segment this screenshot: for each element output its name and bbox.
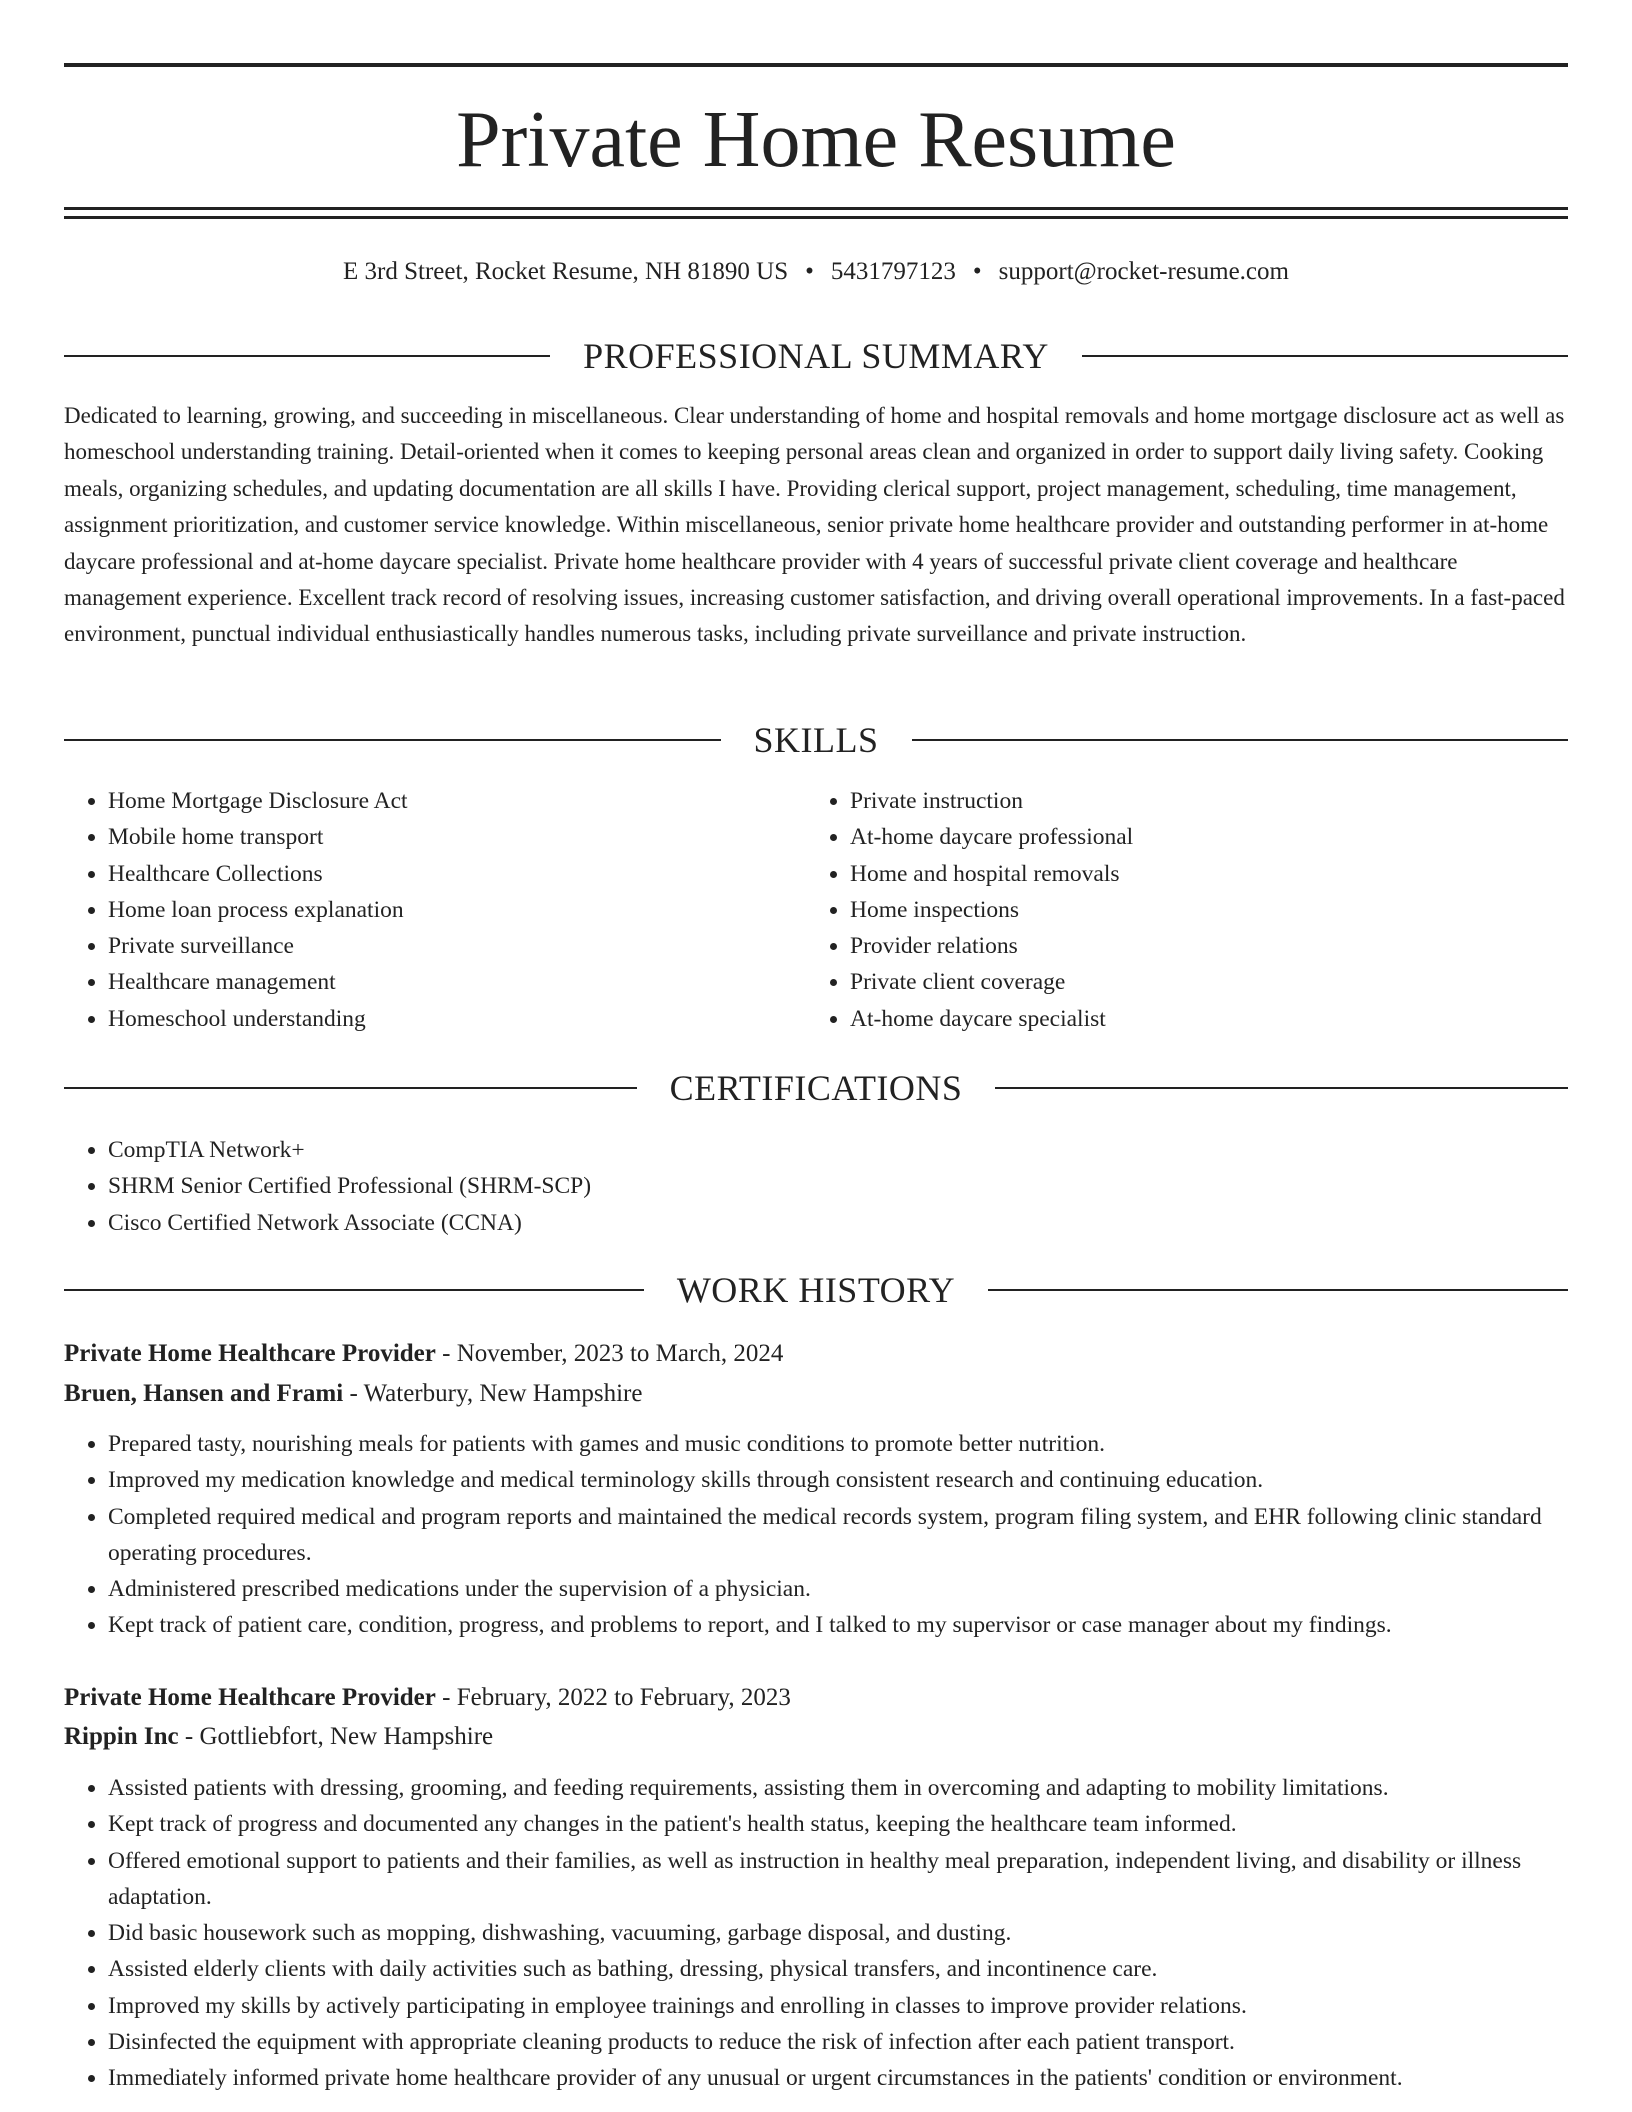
certifications-section-heading bbox=[64, 1066, 1568, 1110]
job-bullet: • Assisted elderly clients with daily activities such as bathing, dressing, physical transfers, and incontinence care. bbox=[108, 1951, 1568, 1987]
resume-title: Private Home Resume bbox=[456, 96, 1176, 184]
title-rule-lower bbox=[64, 216, 1568, 219]
heading-rule-left bbox=[64, 1087, 637, 1089]
summary-text: Dedicated to learning, growing, and succeeding in miscellaneous. Clear understanding of home and hospital removals and home mortgage disclosure act as well as homeschool understanding training. Detail-oriented when it comes to keeping personal areas clean and organized in order to support daily living safety. Cooking meals, organizing schedules, and updating documentation are all skills I have. Providing clerical support, project management, scheduling, time management, assignment prioritization, and customer service knowledge. Within miscellaneous, senior private home healthcare provider and outstanding performer in at-home daycare professional and at-home daycare specialist. Private home healthcare provider with 4 years of successful private client coverage and healthcare management experience. Excellent track record of resolving issues, increasing customer satisfaction, and driving overall operational improvements. In a fast-paced environment, punctual individual enthusiastically handles numerous tasks, including private surveillance and private instruction. bbox=[64, 403, 1565, 647]
skills-heading-label: SKILLS bbox=[753, 720, 879, 760]
job-dates: - February, 2022 to February, 2023 bbox=[435, 1684, 791, 1711]
contact-separator: • bbox=[805, 258, 814, 285]
job-company: Rippin Inc bbox=[64, 1723, 179, 1750]
job-location: - Gottliebfort, New Hampshire bbox=[178, 1723, 494, 1750]
job-bullet: • Kept track of patient care, condition, progress, and problems to report, and I talked to my supervisor or case manager about my findings. bbox=[108, 1607, 1568, 1643]
title-rule-upper bbox=[64, 207, 1568, 210]
heading-rule-left bbox=[64, 739, 721, 741]
job-title: Private Home Healthcare Provider bbox=[64, 1340, 436, 1367]
skills-list-right bbox=[806, 783, 1550, 1037]
certifications-heading-label: CERTIFICATIONS bbox=[669, 1068, 963, 1108]
skill-item: • At-home daycare professional bbox=[850, 819, 1550, 855]
skills-section-heading bbox=[64, 718, 1568, 762]
skill-item: • Home loan process explanation bbox=[108, 892, 808, 928]
contact-address: E 3rd Street, Rocket Resume, NH 81890 US bbox=[343, 258, 789, 285]
skill-item: • Provider relations bbox=[850, 928, 1550, 964]
skill-item: • Healthcare Collections bbox=[108, 856, 808, 892]
job-bullets bbox=[64, 1770, 1568, 2097]
skill-item: • Private surveillance bbox=[108, 928, 808, 964]
skill-item: • Private instruction bbox=[850, 783, 1550, 819]
heading-rule-right bbox=[995, 1087, 1568, 1089]
skill-item: • Home Mortgage Disclosure Act bbox=[108, 783, 808, 819]
certification-item: • SHRM Senior Certified Professional (SHRM-SCP) bbox=[108, 1168, 1568, 1204]
job-bullet: • Improved my medication knowledge and medical terminology skills through consistent research and continuing education. bbox=[108, 1462, 1568, 1498]
job-bullet: • Kept track of progress and documented any changes in the patient's health status, keeping the healthcare team informed. bbox=[108, 1806, 1568, 1842]
skill-item: • Homeschool understanding bbox=[108, 1001, 808, 1037]
job-bullet: • Disinfected the equipment with appropriate cleaning products to reduce the risk of infection after each patient transport. bbox=[108, 2024, 1568, 2060]
summary-heading-label: PROFESSIONAL SUMMARY bbox=[583, 336, 1049, 376]
certification-item: • CompTIA Network+ bbox=[108, 1132, 1568, 1168]
work-heading-label: WORK HISTORY bbox=[676, 1270, 956, 1310]
heading-rule-right bbox=[988, 1289, 1568, 1291]
job-bullet: • Completed required medical and program reports and maintained the medical records system, program filing system, and EHR following clinic standard operating procedures. bbox=[108, 1499, 1568, 1572]
contact-phone: 5431797123 bbox=[830, 258, 956, 285]
skill-item: • Private client coverage bbox=[850, 964, 1550, 1000]
heading-rule-right bbox=[1082, 355, 1568, 357]
skill-item: • Mobile home transport bbox=[108, 819, 808, 855]
heading-rule-left bbox=[64, 1289, 644, 1291]
job-title: Private Home Healthcare Provider bbox=[64, 1684, 436, 1711]
job-title-line bbox=[64, 1335, 1568, 1373]
summary-section-heading bbox=[64, 334, 1568, 378]
contact-line bbox=[64, 254, 1568, 290]
skill-item: • Home and hospital removals bbox=[850, 856, 1550, 892]
job-company-line bbox=[64, 1375, 1568, 1413]
job-dates: - November, 2023 to March, 2024 bbox=[435, 1340, 784, 1367]
job-bullet: • Immediately informed private home healthcare provider of any unusual or urgent circumstances in the patients' condition or environment. bbox=[108, 2060, 1568, 2096]
skills-list-left bbox=[64, 783, 808, 1037]
certifications-list bbox=[64, 1132, 1568, 1241]
contact-separator: • bbox=[972, 258, 982, 285]
job-bullet: • Assisted patients with dressing, grooming, and feeding requirements, assisting them in overcoming and adapting to mobility limitations. bbox=[108, 1770, 1568, 1806]
job-bullet: • Improved my skills by actively participating in employee trainings and enrolling in classes to improve provider relations. bbox=[108, 1988, 1568, 2024]
skill-item: • Healthcare management bbox=[108, 964, 808, 1000]
job-title-line bbox=[64, 1679, 1568, 1717]
job-bullet: • Offered emotional support to patients and their families, as well as instruction in healthy meal preparation, independent living, and disability or illness adaptation. bbox=[108, 1843, 1568, 1916]
job-company: Bruen, Hansen and Frami bbox=[64, 1380, 344, 1407]
job-location: - Waterbury, New Hampshire bbox=[343, 1380, 643, 1407]
job-bullet: • Did basic housework such as mopping, dishwashing, vacuuming, garbage disposal, and dusting. bbox=[108, 1915, 1568, 1951]
certification-item: • Cisco Certified Network Associate (CCNA) bbox=[108, 1205, 1568, 1241]
contact-email: support@rocket-resume.com bbox=[998, 258, 1289, 285]
job-bullets bbox=[64, 1426, 1568, 1644]
heading-rule-right bbox=[912, 739, 1569, 741]
skill-item: • Home inspections bbox=[850, 892, 1550, 928]
work-section-heading bbox=[64, 1268, 1568, 1312]
job-company-line bbox=[64, 1718, 1568, 1756]
top-rule bbox=[64, 63, 1568, 67]
job-bullet: • Administered prescribed medications under the supervision of a physician. bbox=[108, 1571, 1568, 1607]
job-bullet: • Prepared tasty, nourishing meals for patients with games and music conditions to promote better nutrition. bbox=[108, 1426, 1568, 1462]
skill-item: • At-home daycare specialist bbox=[850, 1001, 1550, 1037]
heading-rule-left bbox=[64, 355, 550, 357]
